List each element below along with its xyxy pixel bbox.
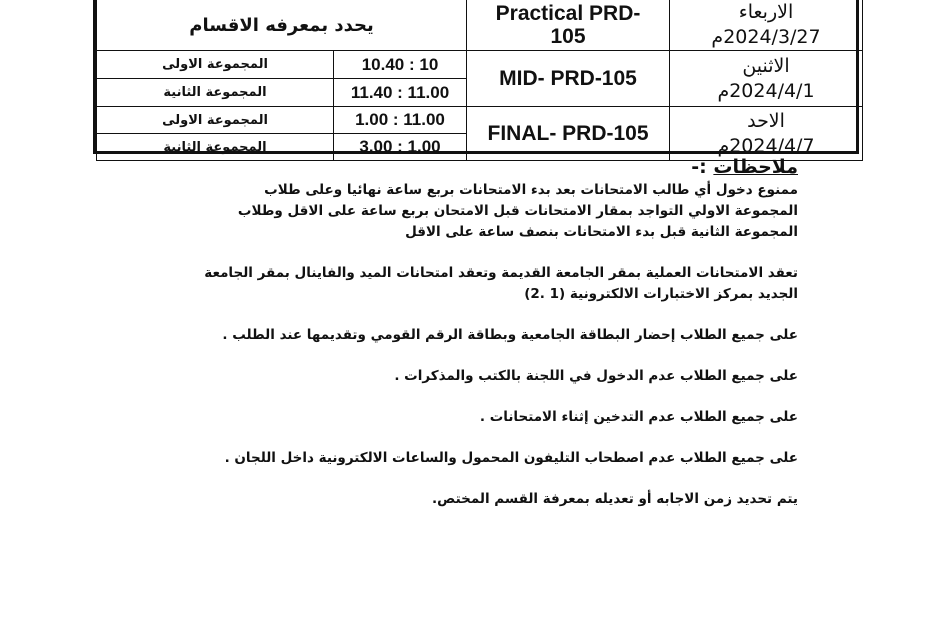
- day-name: الاثنين: [742, 54, 790, 77]
- time-slot: 3.00 : 1.00: [334, 134, 467, 161]
- day-date-practical: [670, 0, 863, 51]
- day-date-mid: [670, 51, 863, 107]
- note-line: المجموعة الثانية قبل بدء الامتحانات بنصف ساعة على الاقل: [405, 224, 798, 240]
- day-name: الاربعاء: [738, 1, 794, 23]
- exam-name-mid: MID- PRD-105: [467, 51, 670, 107]
- notes-title-suffix: :-: [691, 156, 714, 178]
- note-line: على جميع الطلاب إحضار البطاقة الجامعية وبطاقة الرقم القومي وتقديمها عند الطلب .: [222, 327, 798, 343]
- departments-note: يحدد بمعرفه الاقسام: [97, 0, 467, 51]
- exam-date: 2024/4/7م: [717, 134, 815, 157]
- group-label: المجموعة الثانية: [97, 134, 334, 161]
- notes-heading: [100, 156, 798, 178]
- note-line: على جميع الطلاب عدم التدخين إثناء الامتحانات .: [479, 409, 798, 425]
- exam-name-line2: 105: [550, 25, 586, 48]
- schedule-row-practical: [97, 0, 863, 51]
- notes-section: [100, 156, 798, 510]
- day-date-final: [670, 107, 863, 161]
- exam-date: 2024/3/27م: [711, 26, 821, 48]
- note-line: على جميع الطلاب عدم الدخول في اللجنة بالكتب والمذكرات .: [394, 368, 798, 384]
- exam-name-final: FINAL- PRD-105: [467, 107, 670, 161]
- group-label: المجموعة الثانية: [97, 79, 334, 107]
- note-line: يتم تحديد زمن الاجابه أو تعديله بمعرفة القسم المختص.: [432, 491, 798, 507]
- exam-schedule-table: [93, 0, 859, 157]
- day-name: الاحد: [747, 109, 785, 132]
- exam-name-practical: [467, 0, 670, 51]
- note-line: ممنوع دخول أي طالب الامتحانات بعد بدء الامتحانات بربع ساعة نهائيا وعلى طلاب: [264, 182, 798, 198]
- note-line: المجموعة الاولي التواجد بمقار الامتحانات قبل الامتحان بربع ساعة على الاقل وطلاب: [237, 203, 798, 219]
- group-label: المجموعة الاولى: [97, 51, 334, 79]
- schedule-row-final-group1: [97, 107, 863, 134]
- time-slot: 1.00 : 11.00: [334, 107, 467, 134]
- exam-date: 2024/4/1م: [717, 79, 815, 102]
- exam-name-line1: Practical PRD-: [495, 2, 641, 25]
- schedule-row-mid-group1: [97, 51, 863, 79]
- group-label: المجموعة الاولى: [97, 107, 334, 134]
- note-line: تعقد الامتحانات العملية بمقر الجامعة القديمة وتعقد امتحانات الميد والفاينال بمقر الجامعة: [204, 265, 798, 281]
- time-slot: 11.40 : 11.00: [334, 79, 467, 107]
- note-line: على جميع الطلاب عدم اصطحاب التليفون المحمول والساعات الالكترونية داخل اللجان .: [224, 450, 798, 466]
- note-line: الجديد بمركز الاختبارات الالكترونية (1 .2): [524, 286, 798, 302]
- time-slot: 10.40 : 10: [334, 51, 467, 79]
- notes-title: ملاحظات: [713, 156, 798, 178]
